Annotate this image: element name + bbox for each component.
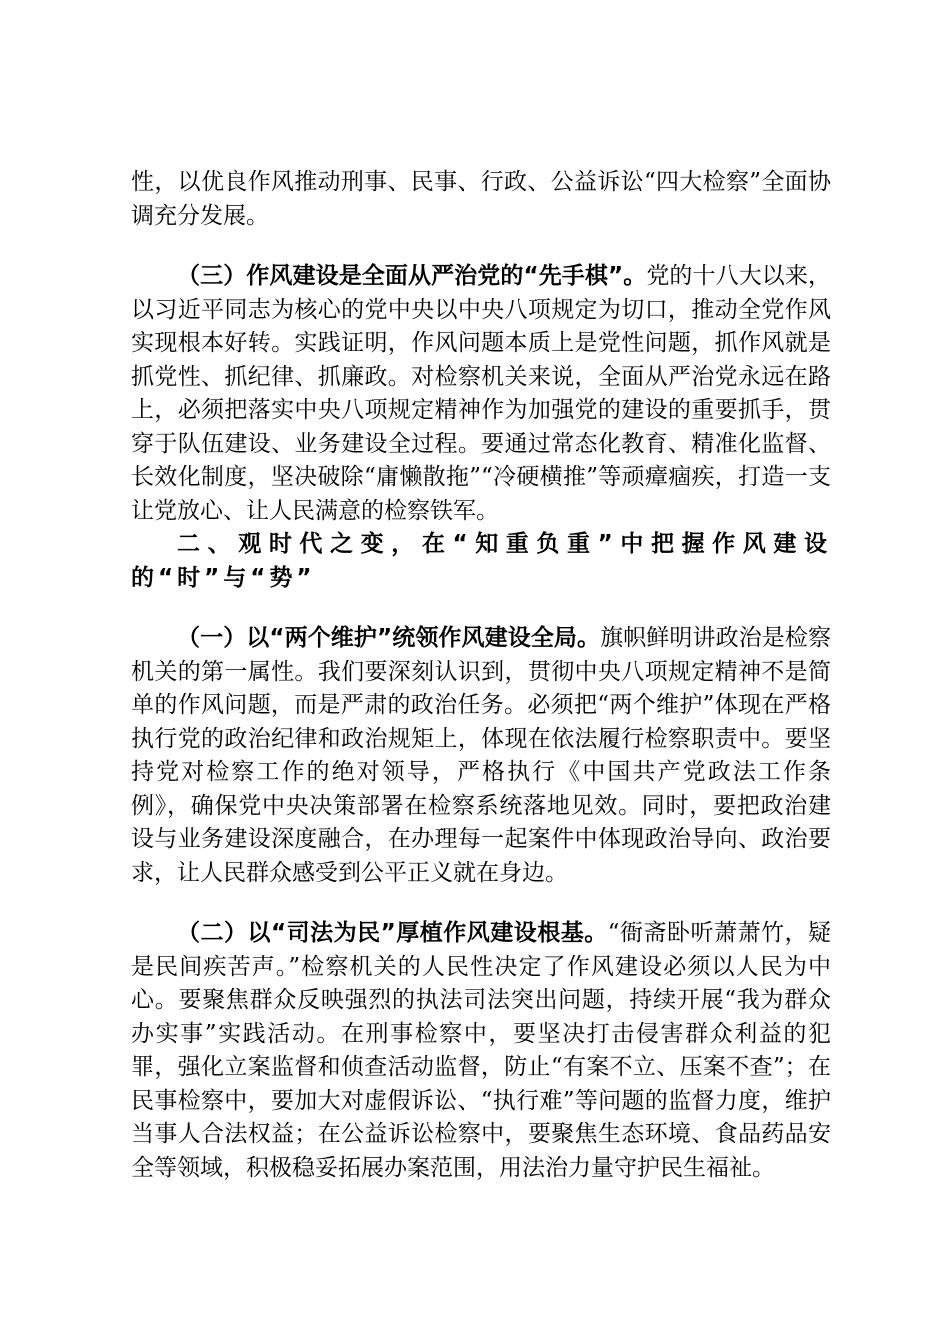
paragraph-lead: （三）作风建设是全面从严治党的“先手棋”。	[177, 263, 647, 289]
paragraph-text: “衙斋卧听萧萧竹，疑是民间疾苦声。”检察机关的人民性决定了作风建设必须以人民为中心。要聚焦群众反映强烈的执法司法突出问题，持续开展“我为群众办实事”实践活动。在刑事检察中，要坚决打击侵害群众利益的犯罪，强化立案监督和侦查活动监督，防止“有案不立、压案不查”；在民事检察中，要加大对虚假诉讼、“执行难”等问题的监督力度，维护当事人合法权益；在公益诉讼检察中，要聚焦生态环境、食品药品安全等领域，积极稳妥拓展办案范围，用法治力量守护民生福祉。	[131, 920, 831, 1181]
paragraph-text: 性，以优良作风推动刑事、民事、行政、公益诉讼“四大检察”全面协调充分发展。	[131, 169, 831, 229]
document-body	[131, 166, 831, 1185]
paragraph-continuation	[131, 166, 831, 233]
paragraph-text: 党的十八大以来，以习近平同志为核心的党中央以中央八项规定为切口，推动全党作风实现根本好转。实践证明，作风问题本质上是党性问题，抓作风就是抓党性、抓纪律、抓廉政。对检察机关来说，全面从严治党永远在路上，必须把落实中央八项规定精神作为加强党的建设的重要抓手，贯穿于队伍建设、业务建设全过程。要通过常态化教育、精准化监督、长效化制度，坚决破除“庸懒散拖”“冷硬横推”等顽瘴痼疾，打造一支让党放心、让人民满意的检察铁军。	[131, 263, 832, 524]
paragraph-lead: （一）以“两个维护”统领作风建设全局。	[177, 625, 601, 651]
section-heading-2: 二、观时代之变，在“知重负重”中把握作风建设的“时”与“势”	[131, 531, 831, 591]
paragraph-section-2-2	[131, 917, 831, 1185]
paragraph-section-1-3	[131, 260, 831, 528]
paragraph-lead: （二）以“司法为民”厚植作风建设根基。	[177, 920, 608, 946]
paragraph-section-2-1	[131, 622, 831, 890]
paragraph-text: 旗帜鲜明讲政治是检察机关的第一属性。我们要深刻认识到，贯彻中央八项规定精神不是简单的作风问题，而是严肃的政治任务。必须把“两个维护”体现在严格执行党的政治纪律和政治规矩上，体现在依法履行检察职责中。要坚持党对检察工作的绝对领导，严格执行《中国共产党政法工作条例》，确保党中央决策部署在检察系统落地见效。同时，要把政治建设与业务建设深度融合，在办理每一起案件中体现政治导向、政治要求，让人民群众感受到公平正义就在身边。	[131, 625, 831, 886]
